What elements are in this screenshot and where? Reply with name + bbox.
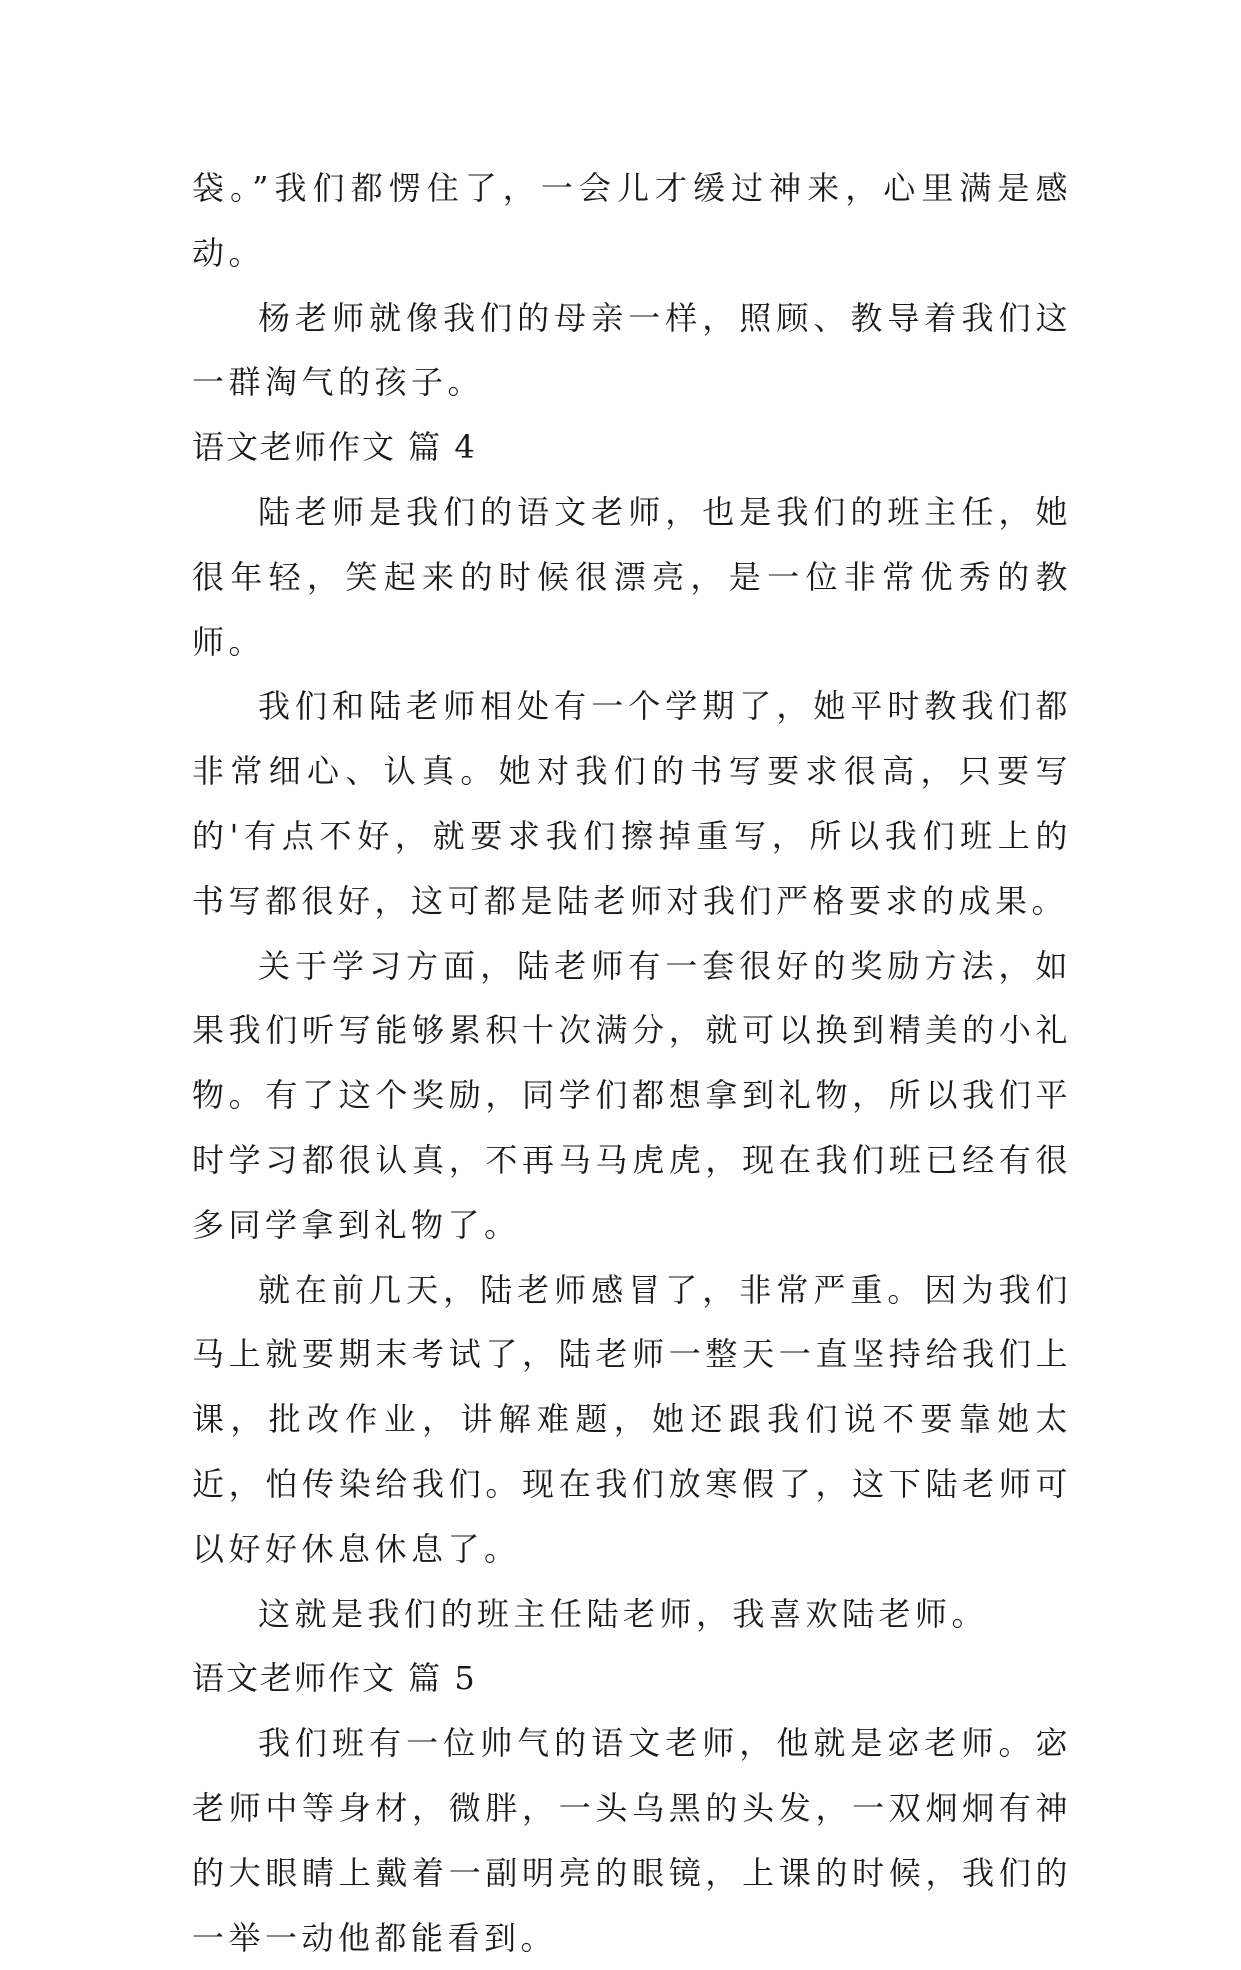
paragraph: 这就是我们的班主任陆老师，我喜欢陆老师。 (258, 1594, 989, 1633)
paragraph: 我们和陆老师相处有一个学期了，她平时教我们都非常细心、认真。她对我们的书写要求很高，只要写的'有点不好，就要求我们擦掉重写，所以我们班上的书写都很好，这可都是陆老师对我们严格要求的成果。 (192, 687, 1072, 920)
paragraph: 我们班有一位帅气的语文老师，他就是宓老师。宓老师中等身材，微胖，一头乌黑的头发，一双炯炯有神的大眼睛上戴着一副明亮的眼镜，上课的时候，我们的一举一动他都能看到。 (192, 1724, 1072, 1957)
paragraph-continuation: 袋。”我们都愣住了，一会儿才缓过神来，心里满是感动。 (192, 169, 1072, 272)
section-heading: 语文老师作文 篇 4 (192, 428, 477, 467)
section-heading: 语文老师作文 篇 5 (192, 1659, 477, 1698)
document-body (192, 156, 1072, 1970)
paragraph: 关于学习方面，陆老师有一套很好的奖励方法，如果我们听写能够累积十次满分，就可以换到精美的小礼物。有了这个奖励，同学们都想拿到礼物，所以我们平时学习都很认真，不再马马虎虎，现在我们班已经有很多同学拿到礼物了。 (192, 946, 1072, 1244)
paragraph: 就在前几天，陆老师感冒了，非常严重。因为我们马上就要期末考试了，陆老师一整天一直坚持给我们上课，批改作业，讲解难题，她还跟我们说不要靠她太近，怕传染给我们。现在我们放寒假了，这下陆老师可以好好休息休息了。 (192, 1270, 1072, 1568)
paragraph: 陆老师是我们的语文老师，也是我们的班主任，她很年轻，笑起来的时候很漂亮，是一位非常优秀的教师。 (192, 492, 1072, 661)
paragraph: 杨老师就像我们的母亲一样，照顾、教导着我们这一群淘气的孩子。 (192, 298, 1072, 402)
